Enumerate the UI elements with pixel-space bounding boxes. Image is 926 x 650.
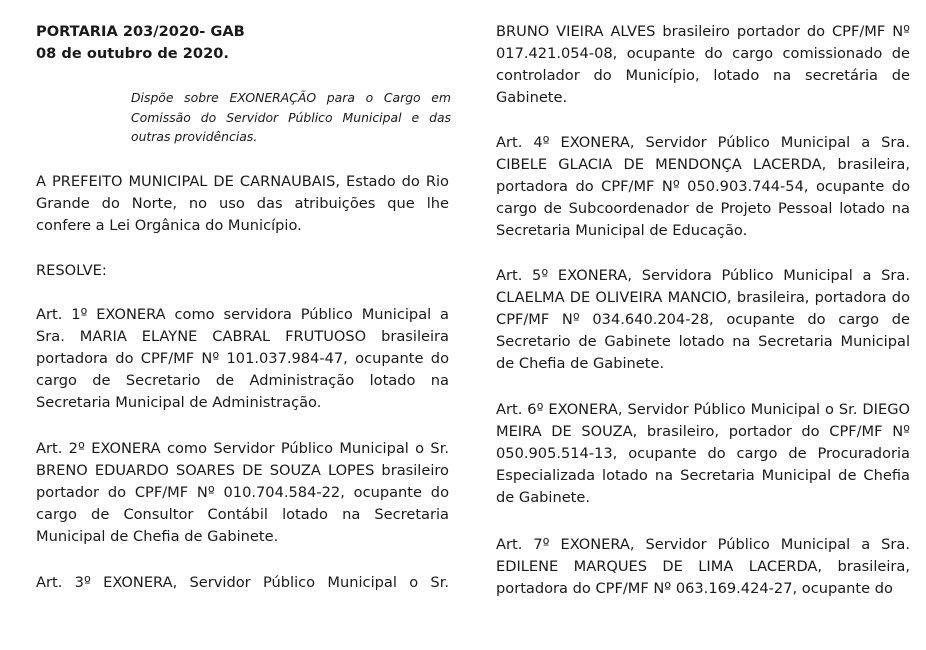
document-header bbox=[36, 21, 245, 65]
article-3-continuation: BRUNO VIEIRA ALVES brasileiro portador do CPF/MF Nº 017.421.054-08, ocupante do cargo comissionado de controlador do Município, lotado na secretária de Gabinete. bbox=[496, 23, 910, 106]
portaria-date: 08 de outubro de 2020. bbox=[36, 45, 229, 62]
article-4: Art. 4º EXONERA, Servidor Público Municipal a Sra. CIBELE GLACIA DE MENDONÇA LACERDA, brasileira, portadora do CPF/MF Nº 050.903.744-54, ocupante do cargo de Subcoordenador de Projeto Pessoal lotado na Secretaria Municipal de Educação. bbox=[496, 134, 910, 239]
resolve-heading: RESOLVE: bbox=[36, 262, 107, 279]
article-3-start: Art. 3º EXONERA, Servidor Público Municipal o Sr. bbox=[36, 574, 449, 591]
article-2: Art. 2º EXONERA como Servidor Público Municipal o Sr. BRENO EDUARDO SOARES DE SOUZA LOPES brasileiro portador do CPF/MF Nº 010.704.584-22, ocupante do cargo de Consultor Contábil lotado na Secretaria Municipal de Chefia de Gabinete. bbox=[36, 440, 449, 545]
ementa: Dispõe sobre EXONERAÇÃO para o Cargo em Comissão do Servidor Público Municipal e das outras providências. bbox=[131, 90, 451, 145]
article-6: Art. 6º EXONERA, Servidor Público Municipal o Sr. DIEGO MEIRA DE SOUZA, brasileiro, portador do CPF/MF Nº 050.905.514-13, ocupante do cargo de Procuradoria Especializada lotado na Secretaria Municipal de Chefia de Gabinete. bbox=[496, 401, 910, 506]
article-7: Art. 7º EXONERA, Servidor Público Municipal a Sra. EDILENE MARQUES DE LIMA LACERDA, brasileira, portadora do CPF/MF Nº 063.169.424-27, ocupante do bbox=[496, 536, 910, 597]
article-5: Art. 5º EXONERA, Servidora Público Municipal a Sra. CLAELMA DE OLIVEIRA MANCIO, brasileira, portadora do CPF/MF Nº 034.640.204-28, ocupante do cargo de Secretario de Gabinete lotado na Secretaria Municipal de Chefia de Gabinete. bbox=[496, 267, 910, 372]
article-1: Art. 1º EXONERA como servidora Público Municipal a Sra. MARIA ELAYNE CABRAL FRUTUOSO brasileira portadora do CPF/MF Nº 101.037.984-47, ocupante do cargo de Secretario de Administração lotado na Secretaria Municipal de Administração. bbox=[36, 306, 449, 411]
preamble: A PREFEITO MUNICIPAL DE CARNAUBAIS, Estado do Rio Grande do Norte, no uso das atribuições que lhe confere a Lei Orgânica do Município. bbox=[36, 173, 449, 234]
portaria-number: PORTARIA 203/2020- GAB bbox=[36, 23, 245, 40]
